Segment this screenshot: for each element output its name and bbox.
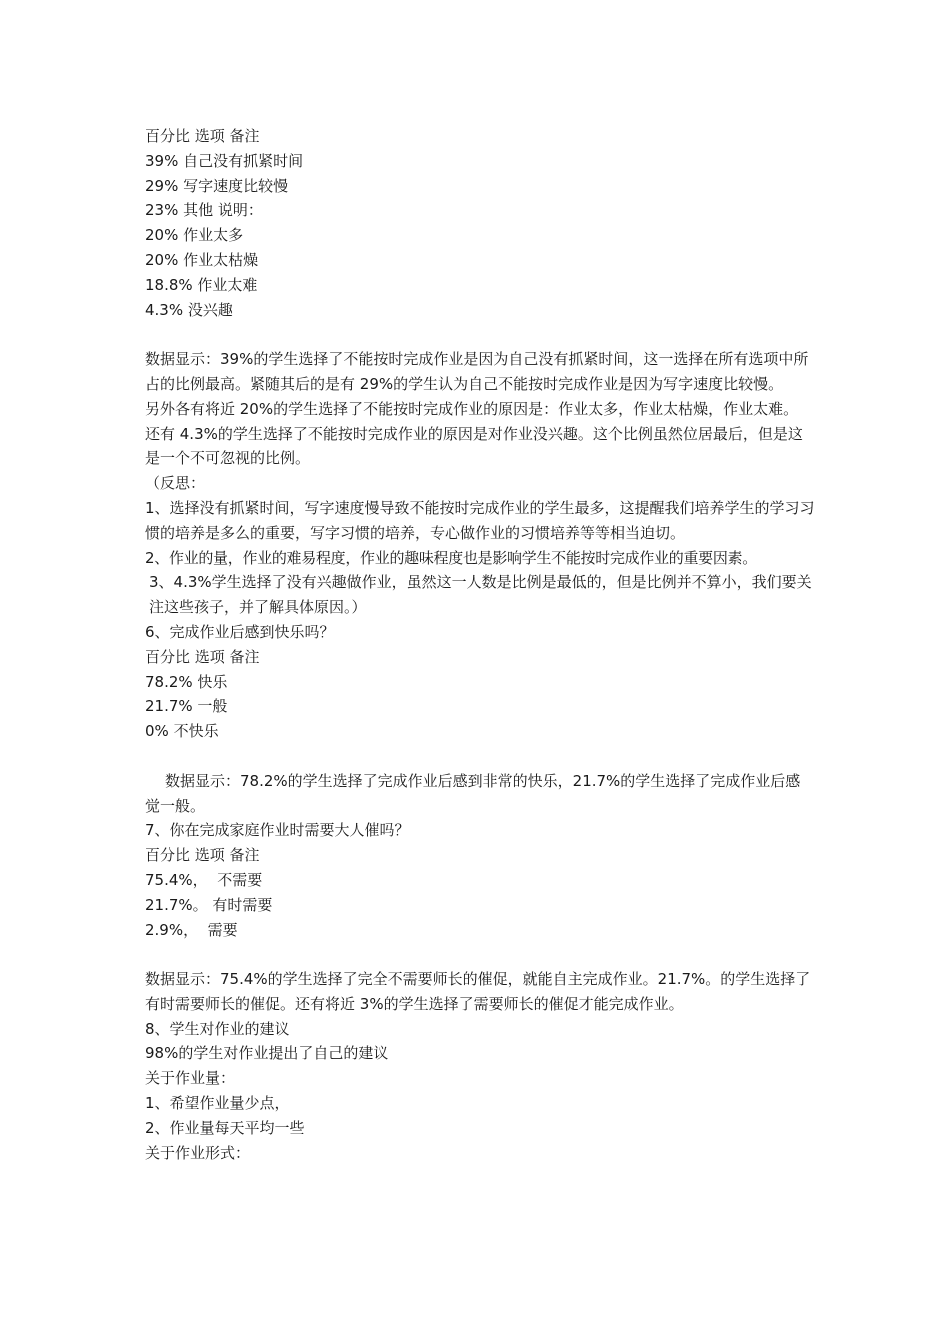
table-row: 18.8% 作业太难 bbox=[145, 275, 258, 294]
table-row: 78.2% 快乐 bbox=[145, 672, 228, 691]
analysis-paragraph: 数据显示：78.2%的学生选择了完成作业后感到非常的快乐，21.7%的学生选择了完成作业后感觉一般。 bbox=[145, 771, 801, 815]
table-row: 29% 写字速度比较慢 bbox=[145, 176, 289, 195]
analysis-paragraph: 另外各有将近 20%的学生选择了不能按时完成作业的原因是：作业太多，作业太枯燥，作业太难。 bbox=[145, 399, 799, 418]
document-body bbox=[145, 124, 815, 1165]
table-row: 2.9%， 需要 bbox=[145, 920, 238, 939]
analysis-paragraph: 数据显示：39%的学生选择了不能按时完成作业是因为自己没有抓紧时间，这一选择在所有选项中所占的比例最高。紧随其后的是有 29%的学生认为自己不能按时完成作业是因为写字速度比较慢。 bbox=[145, 350, 809, 393]
reflection-item: 3、4.3%学生选择了没有兴趣做作业，虽然这一人数是比例是最低的，但是比例并不算小，我们要关注这些孩子，并了解具体原因。） bbox=[149, 573, 812, 617]
reflection-heading: （反思： bbox=[145, 474, 206, 493]
summary-line: 98%的学生对作业提出了自己的建议 bbox=[145, 1044, 389, 1063]
question-title: 7、你在完成家庭作业时需要大人催吗？ bbox=[145, 821, 410, 840]
question-title: 8、学生对作业的建议 bbox=[145, 1019, 290, 1038]
reflection-item: 1、选择没有抓紧时间，写字速度慢导致不能按时完成作业的学生最多，这提醒我们培养学生的学习习惯的培养是多么的重要，写字习惯的培养，专心做作业的习惯培养等等相当迫切。 bbox=[145, 498, 815, 542]
list-item: 2、作业量每天平均一些 bbox=[145, 1118, 305, 1137]
blank-line bbox=[145, 744, 815, 769]
blank-line bbox=[145, 942, 815, 967]
table-row: 75.4%， 不需要 bbox=[145, 870, 263, 889]
table-header: 百分比 选项 备注 bbox=[145, 127, 260, 145]
table-row: 21.7%。 有时需要 bbox=[145, 895, 273, 914]
table-row: 21.7% 一般 bbox=[145, 697, 228, 716]
section-heading: 关于作业量： bbox=[145, 1069, 236, 1088]
question-title: 6、完成作业后感到快乐吗？ bbox=[145, 622, 335, 641]
table-row: 20% 作业太枯燥 bbox=[145, 250, 259, 269]
analysis-paragraph: 数据显示：75.4%的学生选择了完全不需要师长的催促，就能自主完成作业。21.7%。的学生选择了有时需要师长的催促。还有将近 3%的学生选择了需要师长的催促才能完成作业。 bbox=[145, 970, 811, 1013]
list-item: 1、希望作业量少点， bbox=[145, 1094, 290, 1113]
table-row: 0% 不快乐 bbox=[145, 722, 219, 741]
table-row: 4.3% 没兴趣 bbox=[145, 300, 233, 319]
table-row: 20% 作业太多 bbox=[145, 226, 244, 245]
table-row: 23% 其他 说明： bbox=[145, 201, 263, 220]
analysis-paragraph: 还有 4.3%的学生选择了不能按时完成作业的原因是对作业没兴趣。这个比例虽然位居最后，但是这是一个不可忽视的比例。 bbox=[145, 424, 803, 468]
blank-line bbox=[145, 322, 815, 347]
table-row: 39% 自己没有抓紧时间 bbox=[145, 151, 304, 170]
section-heading: 关于作业形式： bbox=[145, 1143, 251, 1162]
table-header: 百分比 选项 备注 bbox=[145, 846, 260, 865]
table-header: 百分比 选项 备注 bbox=[145, 647, 260, 666]
reflection-item: 2、作业的量，作业的难易程度，作业的趣味程度也是影响学生不能按时完成作业的重要因素。 bbox=[145, 548, 757, 567]
